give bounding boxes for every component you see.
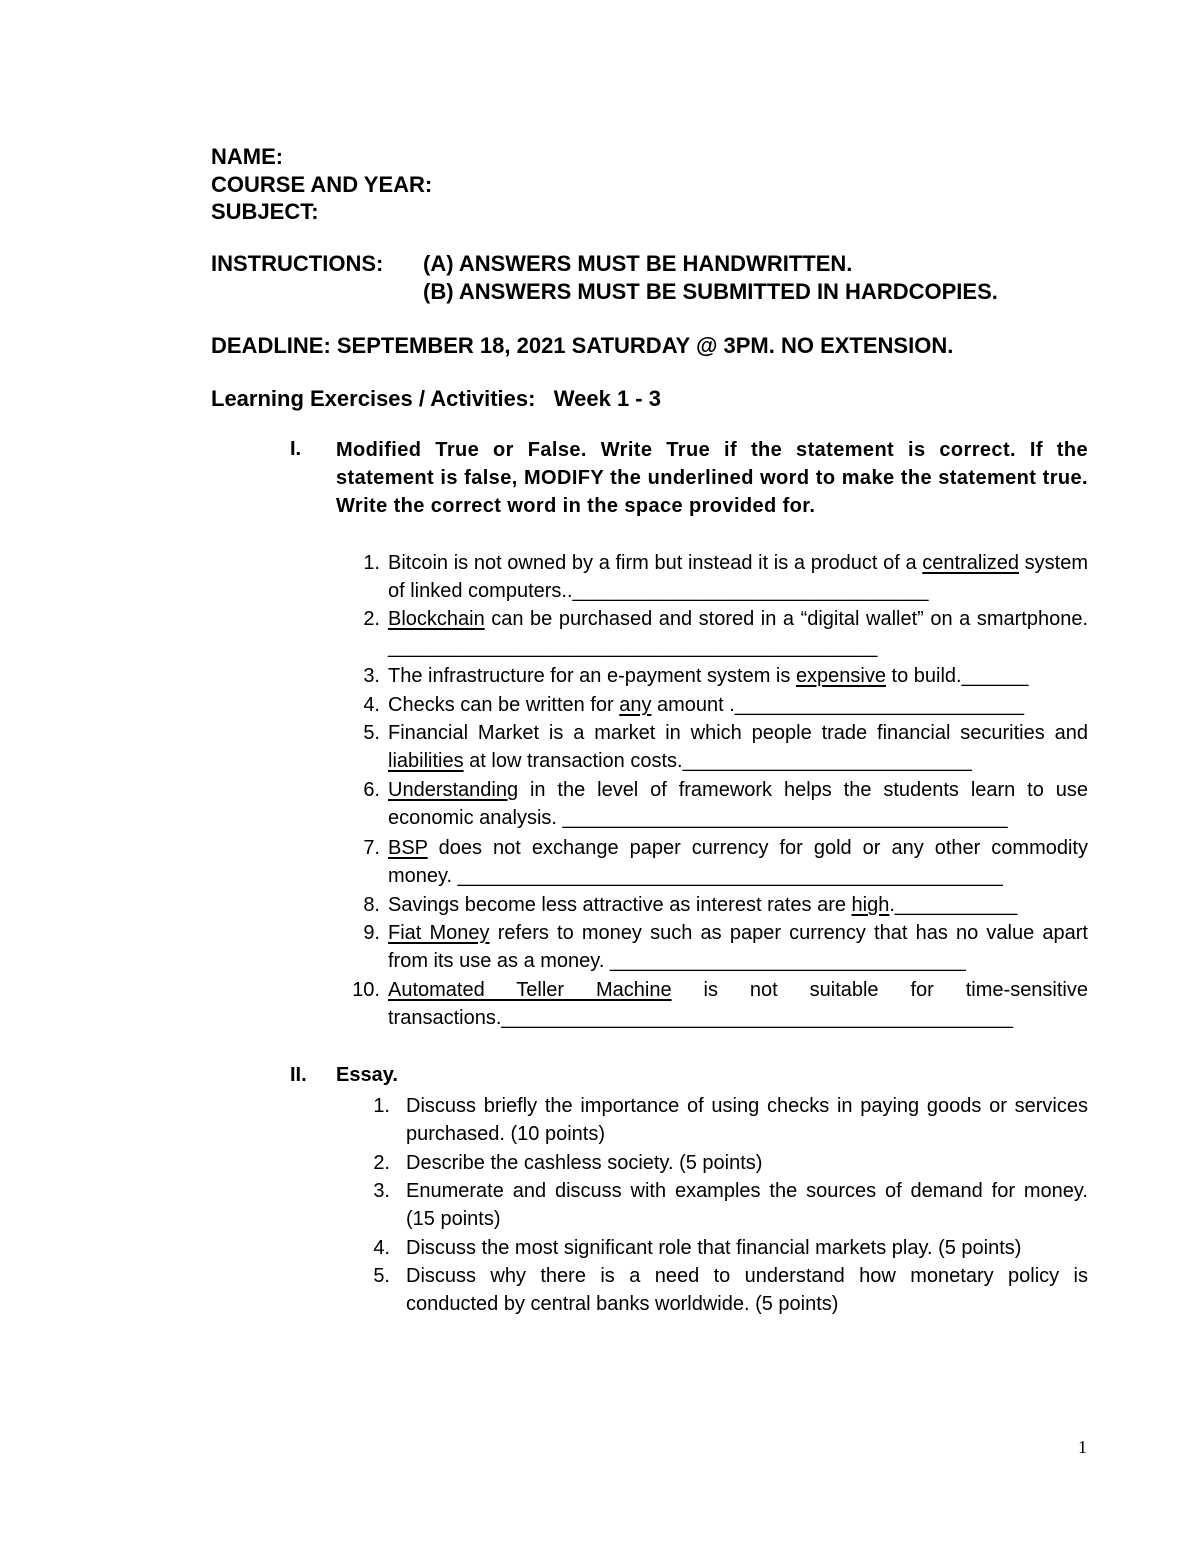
name-label: NAME: (211, 144, 284, 169)
course-and-year-label: COURSE AND YEAR: (211, 172, 433, 197)
instruction-b: (B) ANSWERS MUST BE SUBMITTED IN HARDCOPIES. (423, 279, 998, 304)
underlined-word: Fiat Money (388, 922, 490, 944)
question-text-after: system of linked computers..________________________________ (388, 552, 1088, 603)
question-text (388, 549, 1088, 606)
essay-number: 4. (373, 1237, 390, 1259)
essay-text: Enumerate and discuss with examples the sources of demand for money. (15 points) (406, 1180, 1088, 1231)
question-text (388, 605, 1088, 662)
question-text (388, 919, 1088, 976)
question-number: 9. (363, 922, 380, 944)
underlined-word: BSP (388, 837, 428, 859)
question-text (388, 976, 1088, 1033)
learning-exercises-heading: Learning Exercises / Activities: Week 1 - 3 (211, 386, 661, 411)
instruction-a: (A) ANSWERS MUST BE HANDWRITTEN. (423, 251, 853, 276)
page-number: 1 (1078, 1437, 1087, 1457)
question-text-after: .___________ (889, 894, 1018, 916)
question-number: 5. (363, 722, 380, 744)
question-text-before: The infrastructure for an e-payment system is (388, 665, 796, 687)
underlined-word: high (851, 894, 890, 916)
question-text (388, 719, 1088, 776)
essay-number: 5. (373, 1265, 390, 1287)
question-text-after: amount .__________________________ (651, 694, 1025, 716)
question-number: 3. (363, 665, 380, 687)
essay-text: Discuss the most significant role that financial markets play. (5 points) (406, 1237, 1022, 1259)
underlined-word: expensive (795, 665, 886, 687)
question-text-after: refers to money such as paper currency that has no value apart from its use as a money. ________________________________ (388, 922, 1088, 973)
question-text-after: is not suitable for time-sensitive transactions.______________________________________________ (388, 979, 1089, 1030)
question-text-before: Bitcoin is not owned by a firm but instead it is a product of a (388, 552, 923, 574)
question-text-before: Financial Market is a market in which people trade financial securities and (388, 722, 1088, 744)
underlined-word: Blockchain (388, 608, 485, 630)
essay-text: Discuss briefly the importance of using checks in paying goods or services purchased. (10 points) (406, 1095, 1088, 1146)
question-text-after: does not exchange paper currency for gold or any other commodity money. _________________________________________________ (388, 837, 1088, 888)
question-text-after: in the level of framework helps the students learn to use economic analysis. ________________________________________ (388, 779, 1088, 830)
subject-label: SUBJECT: (211, 199, 319, 224)
question-number: 6. (363, 779, 380, 801)
question-text (388, 691, 1088, 719)
instructions-label: INSTRUCTIONS: (211, 251, 384, 276)
section-1-heading: Modified True or False. Write True if the statement is correct. If the statement is false, MODIFY the underlined word to make the statement true. Write the correct word in the space provided for. (336, 439, 1088, 517)
underlined-word: Automated Teller Machine (388, 979, 672, 1001)
question-number: 1. (363, 552, 380, 574)
essay-number: 3. (373, 1180, 390, 1202)
question-text-after: to build.______ (886, 665, 1029, 687)
essay-text: Describe the cashless society. (5 points) (406, 1152, 763, 1174)
question-text (388, 834, 1088, 891)
question-text (388, 776, 1088, 833)
underlined-word: Understanding (388, 779, 519, 801)
underlined-word: liabilities (388, 750, 464, 773)
section-2-number: II. (290, 1064, 307, 1086)
essay-number: 1. (373, 1095, 390, 1117)
underlined-word: centralized (922, 552, 1019, 574)
question-number: 7. (363, 837, 380, 859)
question-number: 4. (363, 694, 380, 716)
question-number: 8. (363, 894, 380, 916)
question-number: 10. (352, 979, 380, 1001)
section-1-number: I. (290, 438, 302, 460)
question-text (388, 662, 1088, 690)
essay-text: Discuss why there is a need to understand how monetary policy is conducted by central banks worldwide. (5 points) (406, 1265, 1088, 1316)
question-text-after: at low transaction costs.__________________________ (463, 750, 972, 773)
question-text-before: Savings become less attractive as interest rates are (388, 894, 852, 916)
deadline-line: DEADLINE: SEPTEMBER 18, 2021 SATURDAY @ 3PM. NO EXTENSION. (211, 333, 954, 358)
underlined-word: any (619, 694, 652, 716)
question-text (388, 891, 1088, 919)
question-text-after: can be purchased and stored in a “digital wallet” on a smartphone. ____________________________________________ (388, 608, 1088, 659)
essay-number: 2. (373, 1152, 390, 1174)
section-2-heading: Essay. (336, 1064, 398, 1086)
question-number: 2. (363, 608, 380, 630)
question-text-before: Checks can be written for (388, 694, 620, 716)
